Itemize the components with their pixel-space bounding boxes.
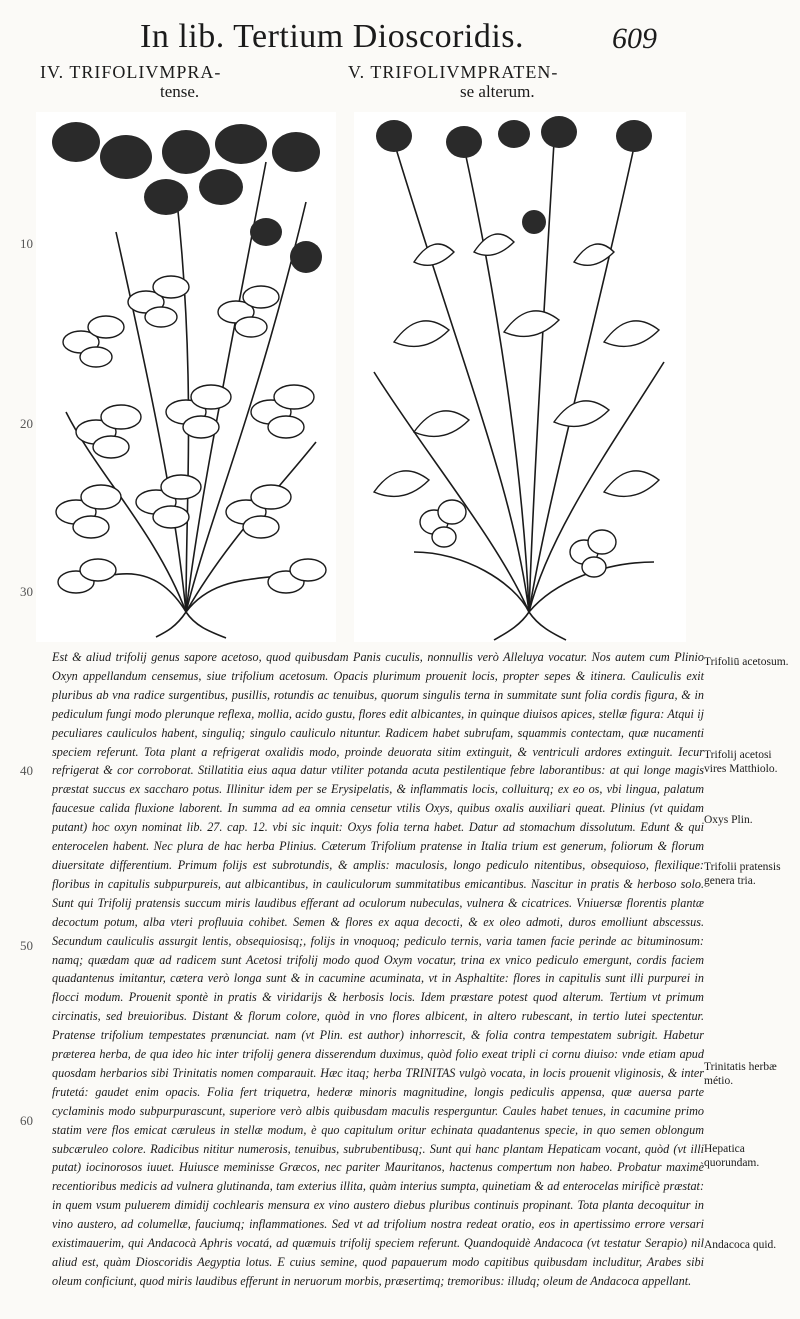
- margin-note-andacoca: Andacoca quid.: [704, 1239, 777, 1251]
- plate-caption-right-main: V. TRIFOLIVMPRATEN-: [348, 62, 559, 82]
- page-number: 609: [612, 22, 657, 55]
- clover-illustration-left: [36, 112, 336, 642]
- clover-illustration-right: [354, 112, 686, 642]
- plate-caption-right: [348, 62, 558, 102]
- margin-note-pratensis-genera: Trifolii pratensis genera tria.: [704, 861, 781, 887]
- line-number-60: 60: [20, 1113, 33, 1128]
- margin-note-trifolium-acetosum: Trifoliū acetosum.: [704, 656, 789, 668]
- woodcut-trifolium-pratense-alterum: [354, 112, 686, 642]
- header-title: In lib. Tertium Dioscoridis.: [140, 18, 525, 55]
- line-number-40: 40: [20, 763, 33, 778]
- line-number-10: 10: [20, 236, 33, 251]
- commentary-text: [52, 648, 704, 1291]
- plate-caption-left-sub: tense.: [160, 82, 200, 101]
- plate-caption-right-sub: se alterum.: [460, 82, 535, 101]
- plate-caption-left-main: IV. TRIFOLIVMPRA-: [40, 62, 222, 82]
- woodcut-trifolium-pratense: [36, 112, 336, 642]
- margin-note-acetosi-vires: Trifolij acetosi vires Matthiolo.: [704, 749, 778, 775]
- margin-note-oxys-plin: Oxys Plin.: [704, 814, 753, 826]
- plate-caption-left: [40, 62, 221, 102]
- line-number-20: 20: [20, 416, 33, 431]
- line-number-50: 50: [20, 938, 33, 953]
- margin-note-hepatica: Hepatica quorundam.: [704, 1143, 760, 1169]
- margin-note-trinitatis: Trinitatis herbæ métio.: [704, 1061, 777, 1087]
- commentary-paragraph: Est & aliud trifolij genus sapore acetoso, quod quibusdam Panis cuculis, nonnullis verò Alleluya vocatur. Nos autem cum Plinio Oxyn appellandum censemus, siue trifolium acetosum. Opacis plurimum prouenit locis, propter sepes & itinera. Cauliculis exit pluribus ab vna radice surgentibus, pusillis, rotundis ac tenuibus, quorum singulis terna in summitate sunt folia cordis figura, & in pediculum fungi modo plerunque reflexa, mollia, acido gustu, flores edit albicantes, in quinque diuisos apices, stellæ figura: Atqui ij peculiares cauliculos habent, singuliq; singulo cauliculo nituntur. Radicem habet subrufam, squammis contectam, quæ nucamenti speciem referunt. Tota plant a refrigerat oxalidis modo, proinde deuorata sitim extinguit, & ventriculi ardores extinguit. Iecur refrigerat & cor corroborat. Stillatitia eius aqua datur vtiliter potanda acuta pestilentique febre laborantibus: at qui longe magis præstat succus ex saccharo potus. Illinitur idem per se Erysipelatis, & inflammatis locis, colluiturq; ex eo os, vbi lingua, palatum faucesue calida fluxione laborent. In summa ad ea omnia censetur vtilis Oxys, quibus oxalis auxiliari queat. Plinius (vt quidam putant) hoc oxyn nominat lib. 27. cap. 12. vbi sic inquit: Oxys folia terna habet. Datur ad stomachum dissolutum. Edunt & qui enterocelen habent. Nec plura de hac herba Plinius. Cæterum Trifolium pratense in Italia trium est generum, foliorum & florum diuersitate differentium. Primum folijs est subrotundis, & amplis: maculosis, longo pediculo nitentibus, obsequioso, flexilique: floribus in capitulis subpurpureis, aut albicantibus, in cauliculorum summitatibus emicantibus. Nascitur in pratis & herboso solo. Sunt qui Trifolij pratensis succum miris laudibus efferant ad oculorum nubeculas, vulnera & cicatrices. Vniuersæ florentis plantæ decoctum potum, alba vteri profluuia cohibet. Semen & flores ex aqua decocti, & ex oleo admoti, duros emolliunt abscessus. Secundum cauliculis assurgit lentis, obsequiosisq;, folijs in vnoquoq; pediculo ternis, varia tamen facie perinde ac bituminosum: namq; quædam quæ ad radicem sunt Acetosi trifolij modo quod Oxym vocatur, trina ex vnico pediculo emergunt, cordis faciem quadantenus imitantur, cætera verò longa sunt & in cacumine acuminata, vt in Asphaltite: flores in capitulis sunt illi purpurei in flocci modum. Prouenit spontè in pratis & viridarijs & herbosis locis. Idem præstare potest quod alterum. Tertium vt primum circinatis, sed breuioribus. Distant & florum colore, quòd in vno flores albicent, in altero rubescant, in tertio lutei spectentur. Pratense trifolium tempestates prænunciat. nam (vt Plin. est author) inhorrescit, & folia contra tempestatem subrigit. Habetur præterea herba, de qua ideo hic inter trifolij genera disserendum duximus, quòd folio exeat tripli ci cornu diuiso: vnde etiam apud quosdam herbarios sibi Trinitatis nomen comparauit. Hæc itaq; herba TRINITAS vulgò vocata, in locis prouenit vliginosis, & inter frutetá: gaudet enim opacis. Folia fert triquetra, hederæ minoris magnitudine, longis pediculis appensa, quæ auersa parte cyclaminis modo subpurpurascunt, superiore verò albis quibusdam maculis resperguntur. Caules habet tenues, in cacumine primo statim vere flos emicat cæruleus in stellæ modum, è quo capitulum oritur echinata quadantenus specie, in quo semen oblongum subcæruleo colore. Radicibus nititur numerosis, tenuibus, subrubentibusq;. Sunt qui hanc plantam Hepaticam vocant, quòd (vt illi putat) iocinorosos iuuet. Huiusce meminisse Græcos, nec pariter Mauritanos, hactenus compertum non habeo. Probatur maximè recentioribus medicis ad vulnera glutinanda, tam exterius illita, quàm interius sumpta, quinetiam & ad enterocelas mirificè præstat: in quem vsum puluerem dimidij cochlearis mensura ex vino austero diebus pluribus continuis propinant. Tota planta decoquitur in vino austero, ad columellæ, fauciumq; inflammationes. Sed vt ad trifolium nostra redeat oratio, eos in apertissimo errore versari existimauerim, qui Andacocà Aphris vocatá, ad quæmuis trifolij speciem referunt. Quandoquidè Andacoca (vt testatur Serapio) nil aliud est, quàm Dioscoridis Aegyptia lotus. E cuius semine, quod papauerum modo capitibus quibusdam includitur, Arabes sibi oleum conficiunt, quod miris laudibus efferunt in neruorum morbis, præsertimq; tremoribus: illudq; oleum de Andacoca appellant.: [52, 650, 704, 1288]
- line-number-30: 30: [20, 584, 33, 599]
